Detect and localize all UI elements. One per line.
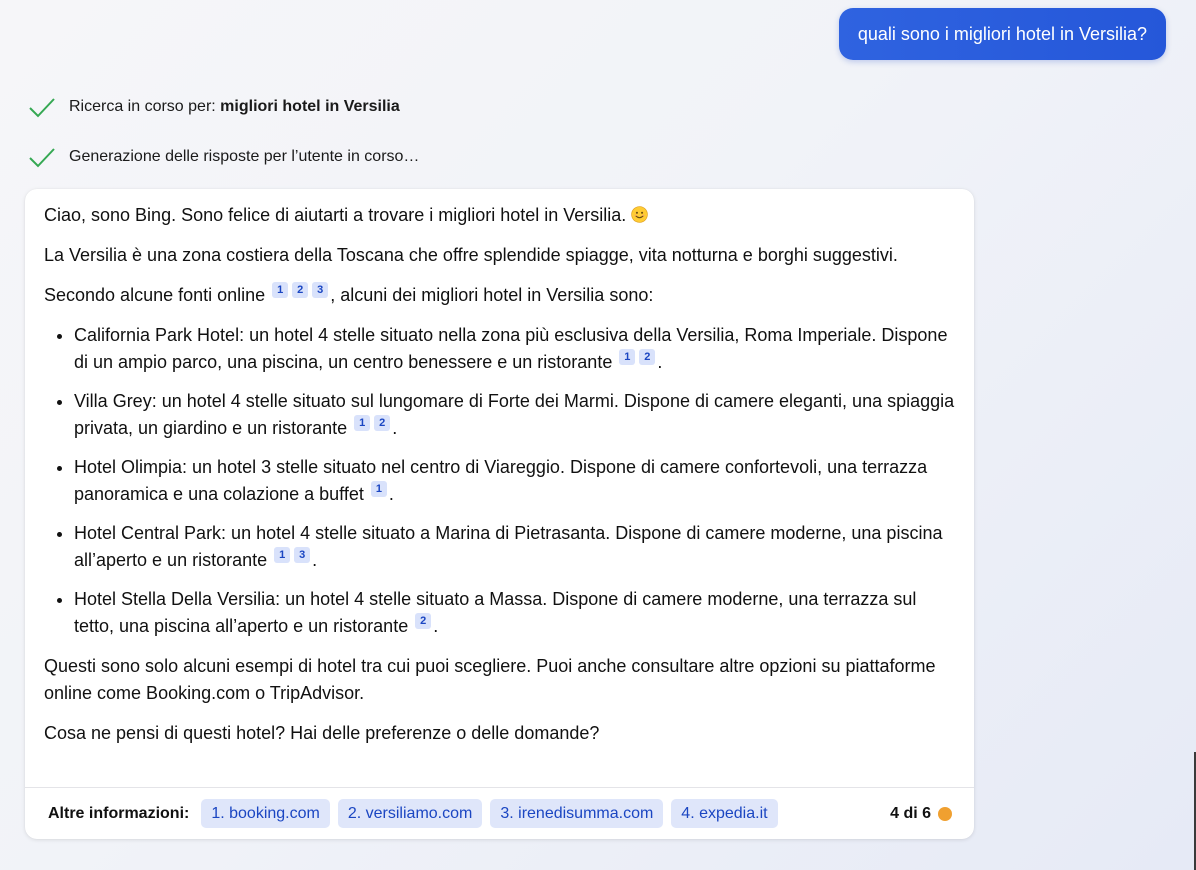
- learn-more-bar: [25, 787, 974, 839]
- smiling-face-icon: [631, 206, 648, 223]
- answer-content: [44, 202, 959, 760]
- answer-intro: Ciao, sono Bing. Sono felice di aiutarti a trovare i migliori hotel in Versilia.: [44, 202, 959, 229]
- list-item: • Hotel Central Park: un hotel 4 stelle situato a Marina di Pietrasanta. Dispone di camere moderne, una piscina all’aperto e un ristorante 1 3 .: [74, 520, 959, 574]
- citation-3[interactable]: 3: [294, 547, 310, 563]
- checkmark-icon: [28, 95, 56, 119]
- status-text: Generazione delle risposte per l’utente in corso…: [69, 148, 420, 165]
- status-searching: [28, 95, 400, 119]
- learn-more-label: Altre informazioni:: [48, 804, 190, 822]
- citation-1[interactable]: 1: [274, 547, 290, 563]
- status-text: Ricerca in corso per: migliori hotel in Versilia: [69, 98, 400, 115]
- answer-outro: Questi sono solo alcuni esempi di hotel tra cui puoi scegliere. Puoi anche consultare altre opzioni su piattaforme online come Booking.com o TripAdvisor.: [44, 656, 936, 703]
- citation-2[interactable]: 2: [415, 613, 431, 629]
- citation-3[interactable]: 3: [312, 282, 328, 298]
- list-item: • Hotel Stella Della Versilia: un hotel 4 stelle situato a Massa. Dispone di camere moderne, una terrazza sul tetto, una piscina all’aperto e un ristorante 2 .: [74, 586, 959, 640]
- citation-1[interactable]: 1: [371, 481, 387, 497]
- answer-question: Cosa ne pensi di questi hotel? Hai delle preferenze o delle domande?: [44, 723, 600, 743]
- source-link-expedia[interactable]: 4. expedia.it: [671, 799, 777, 828]
- checkmark-icon: [28, 145, 56, 169]
- citation-1[interactable]: 1: [272, 282, 288, 298]
- citation-2[interactable]: 2: [374, 415, 390, 431]
- list-item: • Hotel Olimpia: un hotel 3 stelle situato nel centro di Viareggio. Dispone di camere confortevoli, una terrazza panoramica e una colazione a buffet 1 .: [74, 454, 959, 508]
- list-item: • Villa Grey: un hotel 4 stelle situato sul lungomare di Forte dei Marmi. Dispone di camere eleganti, una spiaggia privata, un giardino e un ristorante 1 2 .: [74, 388, 959, 442]
- source-link-booking[interactable]: 1. booking.com: [201, 799, 330, 828]
- citation-2[interactable]: 2: [639, 349, 655, 365]
- status-dot-icon: [938, 807, 952, 821]
- response-counter: 4 di 6: [890, 804, 931, 822]
- source-link-versiliamo[interactable]: 2. versiliamo.com: [338, 799, 482, 828]
- user-message-bubble: quali sono i migliori hotel in Versilia?: [839, 8, 1166, 60]
- answer-sources-lead: Secondo alcune fonti online 1 2 3 , alcuni dei migliori hotel in Versilia sono:: [44, 284, 654, 305]
- citation-2[interactable]: 2: [292, 282, 308, 298]
- source-link-irenedisumma[interactable]: 3. irenedisumma.com: [490, 799, 663, 828]
- citation-1[interactable]: 1: [354, 415, 370, 431]
- list-item: • California Park Hotel: un hotel 4 stelle situato nella zona più esclusiva della Versilia, Roma Imperiale. Dispone di un ampio parco, una piscina, un centro benessere e un ristorante 1 2 .: [74, 322, 959, 376]
- status-query: migliori hotel in Versilia: [220, 98, 400, 115]
- status-generating: [28, 145, 419, 169]
- answer-description: La Versilia è una zona costiera della Toscana che offre splendide spiagge, vita notturna e borghi suggestivi.: [44, 245, 898, 265]
- answer-card: [25, 189, 974, 839]
- citation-1[interactable]: 1: [619, 349, 635, 365]
- hotel-list: [44, 322, 959, 640]
